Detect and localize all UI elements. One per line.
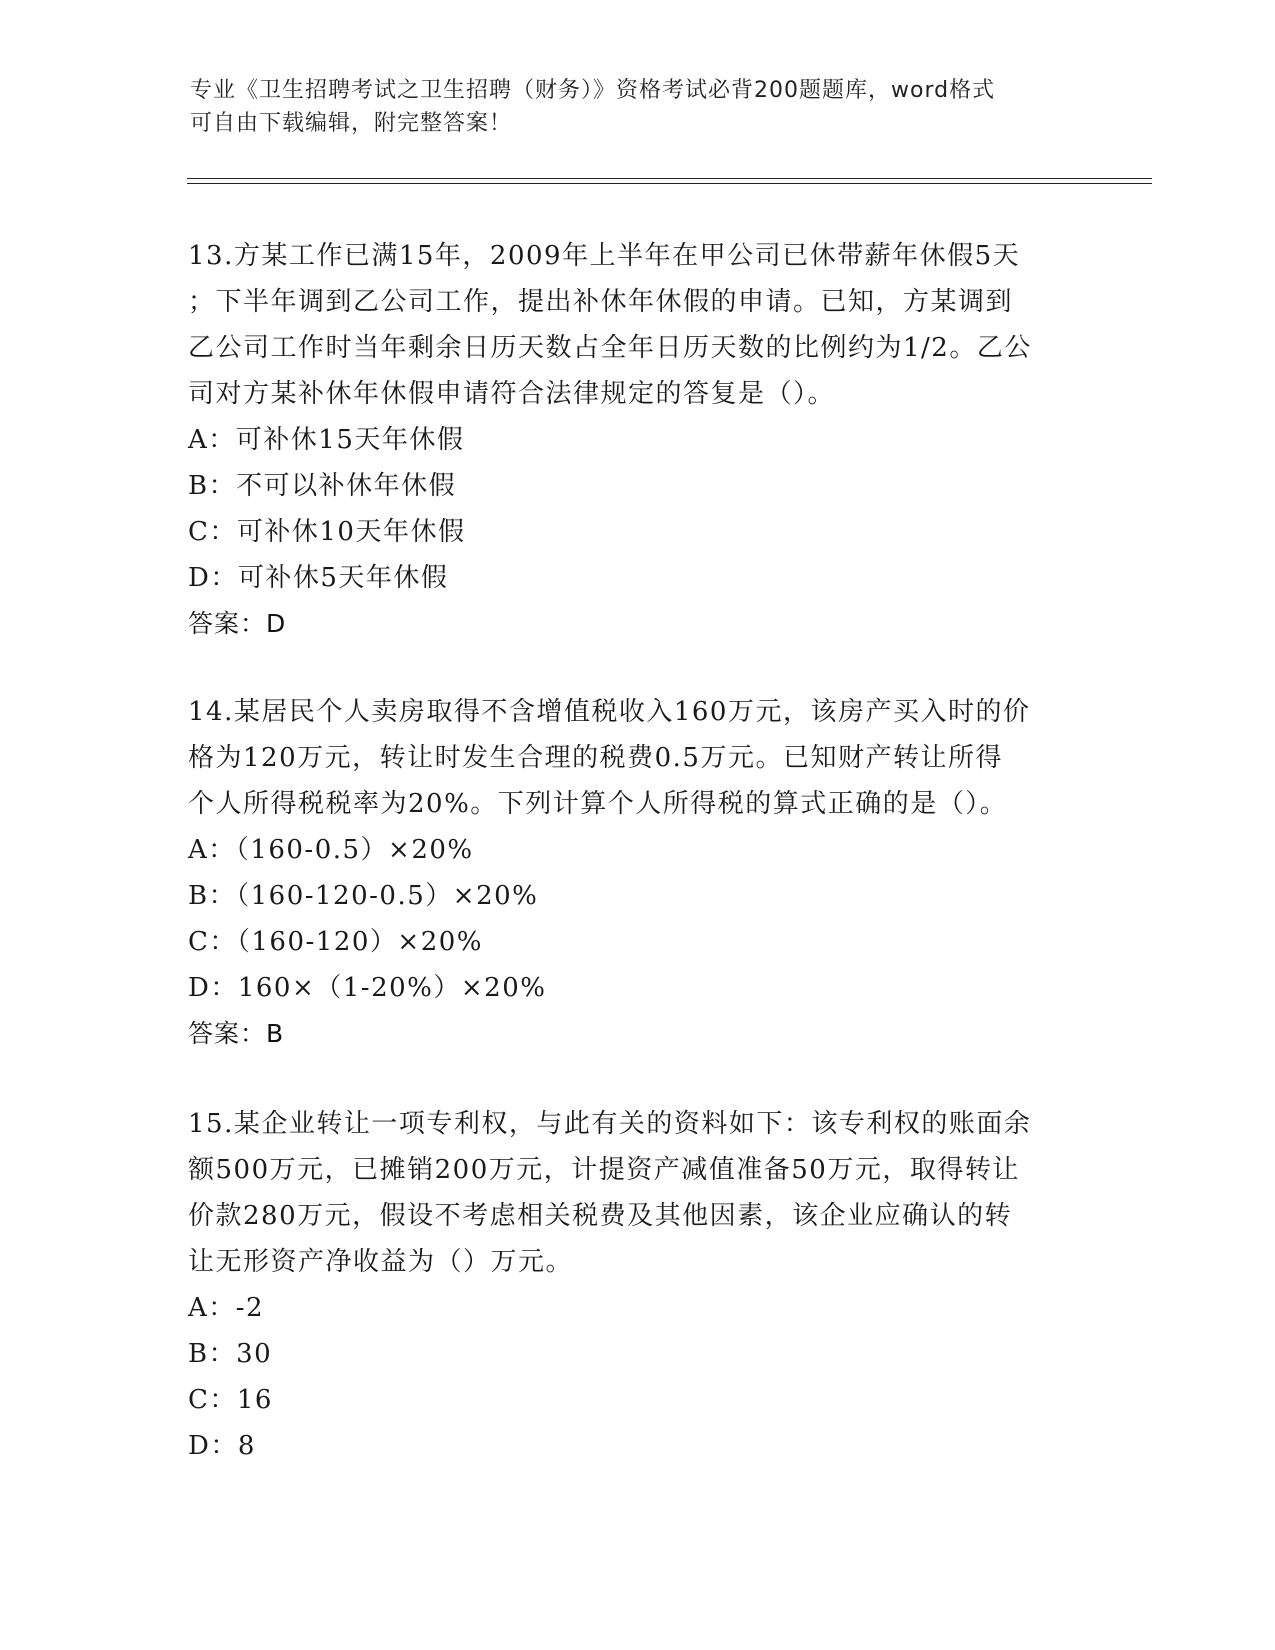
answer-key: 答案：B (188, 1019, 285, 1048)
option-d: D：160×（1-20%）×20% (188, 973, 547, 1003)
question-stem-line: 让无形资产净收益为（）万元。 (188, 1247, 574, 1277)
question-stem-line: 价款280万元，假设不考虑相关税费及其他因素，该企业应确认的转 (188, 1201, 1013, 1231)
question-stem-line: 格为120万元，转让时发生合理的税费0.5万元。已知财产转让所得 (188, 743, 1003, 773)
option-a: A：-2 (188, 1293, 265, 1323)
option-a: A：可补休15天年休假 (188, 425, 465, 455)
question-stem-line: 乙公司工作时当年剩余日历天数占全年日历天数的比例约为1/2。乙公 (188, 333, 1032, 363)
header-line-1: 专业《卫生招聘考试之卫生招聘（财务）》资格考试必背200题题库，word格式 (190, 78, 996, 103)
option-d: D：可补休5天年休假 (188, 563, 449, 593)
question-stem-line: 15.某企业转让一项专利权，与此有关的资料如下：该专利权的账面余 (188, 1109, 1032, 1139)
option-c: C：可补休10天年休假 (188, 517, 466, 547)
question-15 (188, 1101, 1088, 1469)
option-c: C：16 (188, 1385, 273, 1415)
header-divider-top (187, 178, 1152, 179)
option-d: D：8 (188, 1431, 256, 1461)
option-a: A：（160-0.5）×20% (188, 835, 474, 865)
question-stem-line: 司对方某补休年休假申请符合法律规定的答复是（）。 (188, 379, 836, 409)
option-b: B：（160-120-0.5）×20% (188, 881, 539, 911)
option-b: B：30 (188, 1339, 273, 1369)
question-stem-line: 13.方某工作已满15年，2009年上半年在甲公司已休带薪年休假5天 (188, 241, 1021, 271)
option-c: C：（160-120）×20% (188, 927, 484, 957)
header-line-2: 可自由下载编辑，附完整答案！ (190, 111, 513, 136)
answer-key: 答案：D (188, 609, 287, 638)
question-stem-line: 14.某居民个人卖房取得不含增值税收入160万元，该房产买入时的价 (188, 697, 1031, 727)
question-13 (188, 233, 1088, 647)
document-header (190, 74, 1090, 140)
question-stem-line: ；下半年调到乙公司工作，提出补休年休假的申请。已知，方某调到 (188, 287, 1014, 317)
question-stem-line: 个人所得税税率为20%。下列计算个人所得税的算式正确的是（）。 (188, 789, 1008, 819)
question-stem-line: 额500万元，已摊销200万元，计提资产减值准备50万元，取得转让 (188, 1155, 1020, 1185)
question-14 (188, 689, 1088, 1057)
option-b: B：不可以补休年休假 (188, 471, 457, 501)
header-divider-bottom (187, 183, 1152, 184)
